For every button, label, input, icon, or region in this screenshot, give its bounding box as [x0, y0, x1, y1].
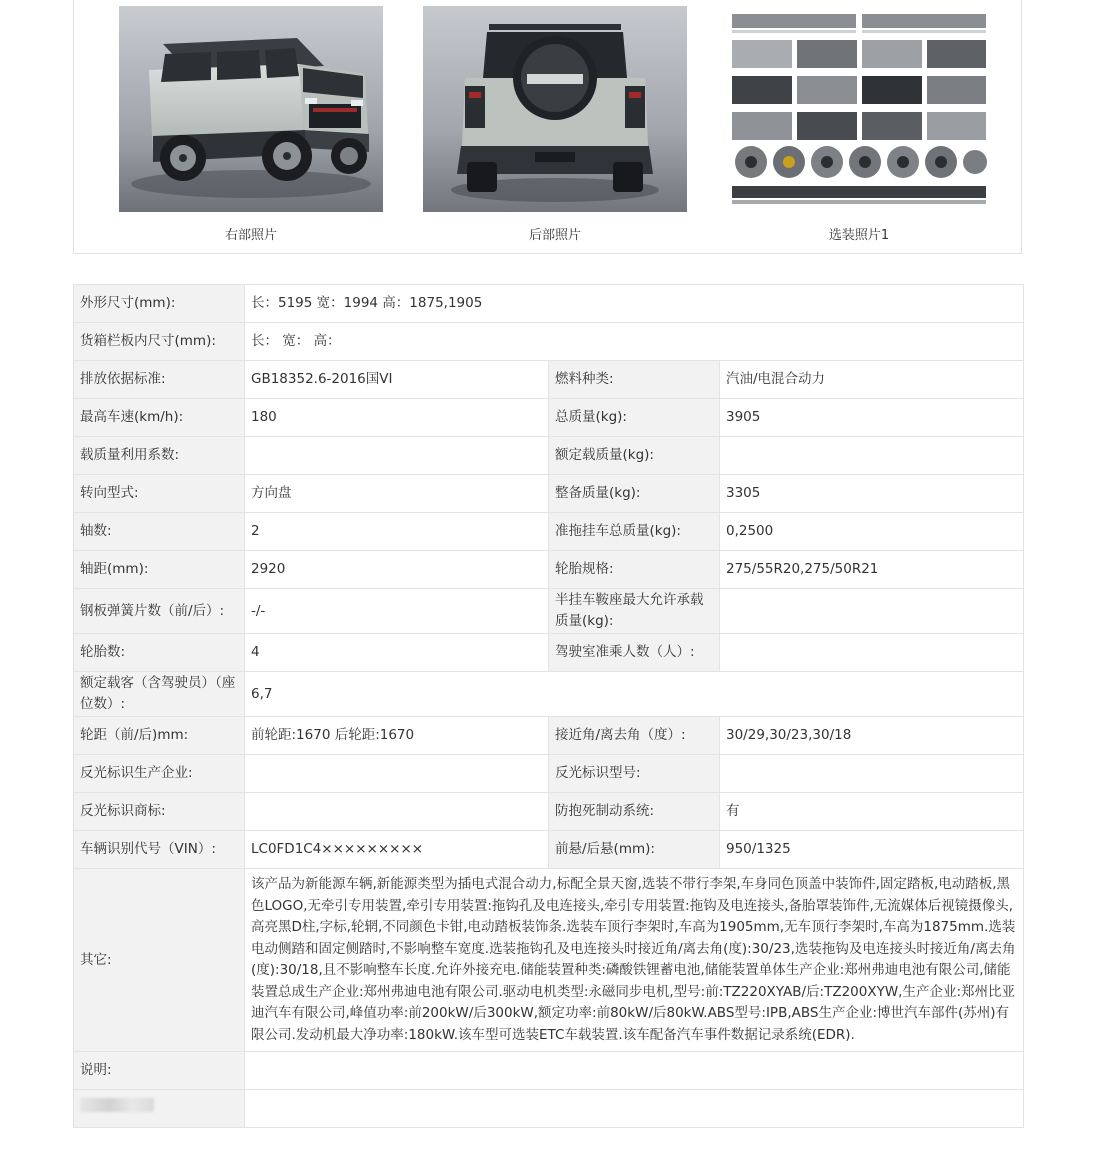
suv-front-right-photo: [119, 6, 383, 212]
table-row: [74, 1052, 1024, 1090]
leaf-spring-label: 钢板弹簧片数（前/后）:: [74, 589, 245, 634]
rated-load-label: 额定载质量(kg):: [549, 437, 720, 475]
table-row: [74, 634, 1024, 672]
table-row: [74, 551, 1024, 589]
approach-departure-value: 30/29,30/23,30/18: [720, 717, 1024, 755]
vin-value: LC0FD1C4×××××××××: [245, 831, 549, 869]
photo-caption: 右部照片: [224, 228, 277, 243]
cab-capacity-label: 驾驶室准乘人数（人）:: [549, 634, 720, 672]
suv-rear-photo: [423, 6, 687, 212]
load-coefficient-value: [245, 437, 549, 475]
reflector-maker-label: 反光标识生产企业:: [74, 755, 245, 793]
cargo-size-value: 长： 宽： 高：: [245, 323, 1024, 361]
approach-departure-label: 接近角/离去角（度）:: [549, 717, 720, 755]
wheelbase-value: 2920: [245, 551, 549, 589]
total-mass-value: 3905: [720, 399, 1024, 437]
reflector-model-value: [720, 755, 1024, 793]
photo-panel: [73, 0, 1022, 254]
max-speed-value: 180: [245, 399, 549, 437]
table-row: [74, 672, 1024, 717]
track-width-value: 前轮距:1670 后轮距:1670: [245, 717, 549, 755]
cab-capacity-value: [720, 634, 1024, 672]
table-row: [74, 755, 1024, 793]
total-mass-label: 总质量(kg):: [549, 399, 720, 437]
note-value: [245, 1052, 1024, 1090]
table-row: [74, 513, 1024, 551]
table-row: [74, 475, 1024, 513]
table-row: [74, 437, 1024, 475]
table-row: [74, 399, 1024, 437]
reflector-maker-value: [245, 755, 549, 793]
saddle-load-label: 半挂车鞍座最大允许承载质量(kg):: [549, 589, 720, 634]
tow-mass-label: 准拖挂车总质量(kg):: [549, 513, 720, 551]
reflector-brand-value: [245, 793, 549, 831]
abs-value: 有: [720, 793, 1024, 831]
emission-standard-label: 排放依据标准:: [74, 361, 245, 399]
reflector-brand-label: 反光标识商标:: [74, 793, 245, 831]
table-row: [74, 323, 1024, 361]
overhang-label: 前悬/后悬(mm):: [549, 831, 720, 869]
redacted-value: [245, 1090, 1024, 1128]
table-row: [74, 831, 1024, 869]
other-label: 其它:: [74, 869, 245, 1052]
photo-rear[interactable]: [423, 6, 687, 243]
wheelbase-label: 轴距(mm):: [74, 551, 245, 589]
axles-value: 2: [245, 513, 549, 551]
table-row: [74, 361, 1024, 399]
load-coefficient-label: 载质量利用系数:: [74, 437, 245, 475]
table-row: [74, 285, 1024, 323]
fuel-type-label: 燃料种类:: [549, 361, 720, 399]
redacted-label: [74, 1090, 245, 1128]
photo-caption: 选装照片1: [828, 228, 890, 243]
overhang-value: 950/1325: [720, 831, 1024, 869]
table-row: [74, 869, 1024, 1052]
dimensions-value: 长：5195 宽：1994 高：1875,1905: [245, 285, 1024, 323]
rated-load-value: [720, 437, 1024, 475]
tire-spec-value: 275/55R20,275/50R21: [720, 551, 1024, 589]
photo-front-right[interactable]: [119, 6, 383, 243]
table-row: [74, 589, 1024, 634]
seating-value: 6,7: [245, 672, 1024, 717]
steering-value: 方向盘: [245, 475, 549, 513]
leaf-spring-value: -/-: [245, 589, 549, 634]
table-row: [74, 1090, 1024, 1128]
axles-label: 轴数:: [74, 513, 245, 551]
curb-mass-value: 3305: [720, 475, 1024, 513]
redacted-blur: [80, 1098, 154, 1112]
steering-label: 转向型式:: [74, 475, 245, 513]
tire-spec-label: 轮胎规格:: [549, 551, 720, 589]
track-width-label: 轮距（前/后)mm:: [74, 717, 245, 755]
note-label: 说明:: [74, 1052, 245, 1090]
cargo-size-label: 货箱栏板内尺寸(mm):: [74, 323, 245, 361]
table-row: [74, 793, 1024, 831]
reflector-model-label: 反光标识型号:: [549, 755, 720, 793]
table-row: [74, 717, 1024, 755]
abs-label: 防抱死制动系统:: [549, 793, 720, 831]
photo-caption: 后部照片: [528, 228, 581, 243]
fuel-type-value: 汽油/电混合动力: [720, 361, 1024, 399]
tow-mass-value: 0,2500: [720, 513, 1024, 551]
dimensions-label: 外形尺寸(mm):: [74, 285, 245, 323]
max-speed-label: 最高车速(km/h):: [74, 399, 245, 437]
optional-parts-collage-photo: [727, 6, 991, 212]
tire-count-value: 4: [245, 634, 549, 672]
vehicle-spec-table: [73, 284, 1024, 1128]
emission-standard-value: GB18352.6-2016国VI: [245, 361, 549, 399]
tire-count-label: 轮胎数:: [74, 634, 245, 672]
saddle-load-value: [720, 589, 1024, 634]
vin-label: 车辆识别代号（VIN）:: [74, 831, 245, 869]
photo-optional-1[interactable]: [727, 6, 991, 243]
other-value: 该产品为新能源车辆,新能源类型为插电式混合动力,标配全景天窗,选装不带行李架,车身同色顶盖中装饰件,固定踏板,电动踏板,黑色LOGO,无牵引专用装置,牵引专用装置:拖钩孔及电连接头,牵引专用装置:拖钩及电连接头,备胎罩装饰件,无流媒体后视镜摄像头,高亮黑D柱,字标,轮辋,不同颜色卡钳,电动踏板装饰条.选装车顶行李架时,车高为1905mm,无车顶行李架时,车高为1875mm.选装电动侧踏和固定侧踏时,不影响整车宽度.选装拖钩孔及电连接头时接近角/离去角(度):30/23,选装拖钩及电连接头时接近角/离去角(度):30/18,且不影响整车长度.允许外接充电.储能装置种类:磷酸铁锂蓄电池,储能装置单体生产企业:郑州弗迪电池有限公司,储能装置总成生产企业:郑州弗迪电池有限公司.驱动电机类型:永磁同步电机,型号:前:TZ220XYAB/后:TZ200XYW,生产企业:郑州比亚迪汽车有限公司,峰值功率:前200kW/后300kW,额定功率:前80kW/后80kW.ABS型号:IPB,ABS生产企业:博世汽车部件(苏州)有限公司.发动机最大净功率:180kW.该车型可选装ETC车载装置.该车配备汽车事件数据记录系统(EDR).: [245, 869, 1024, 1052]
seating-label: 额定载客（含驾驶员）（座位数）:: [74, 672, 245, 717]
curb-mass-label: 整备质量(kg):: [549, 475, 720, 513]
